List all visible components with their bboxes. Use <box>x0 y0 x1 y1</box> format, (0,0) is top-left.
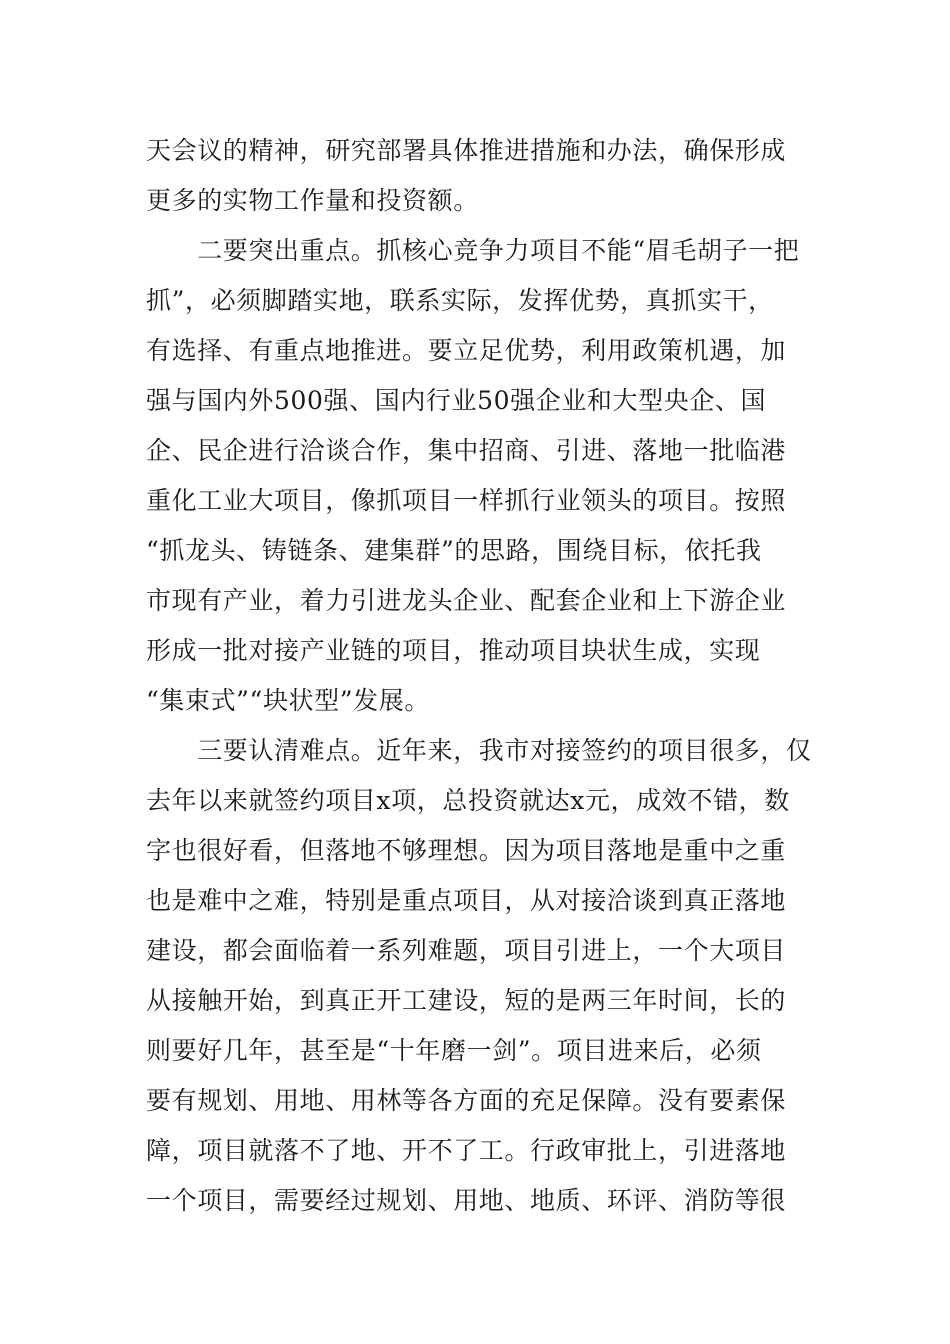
text-line: 三要认清难点。近年来，我市对接签约的项目很多，仅 <box>146 736 812 765</box>
text-line: “抓龙头、铸链条、建集群”的思路，围绕目标，依托我 <box>146 536 762 565</box>
text-line: 则要好几年，甚至是“十年磨一剑”。项目进来后，必须 <box>146 1036 762 1065</box>
text-line: 障，项目就落不了地、开不了工。行政审批上，引进落地 <box>146 1136 787 1165</box>
text-line: 形成一批对接产业链的项目，推动项目块状生成，实现 <box>146 636 761 665</box>
text-line: 去年以来就签约项目x项，总投资就达x元，成效不错，数 <box>146 786 790 815</box>
text-line: “集束式”“块状型”发展。 <box>146 686 430 715</box>
text-line: 字也很好看，但落地不够理想。因为项目落地是重中之重 <box>146 836 787 865</box>
text-line: 强与国内外500强、国内行业50强企业和大型央企、国 <box>146 386 767 415</box>
text-line: 市现有产业，着力引进龙头企业、配套企业和上下游企业 <box>146 586 787 615</box>
text-line: 重化工业大项目，像抓项目一样抓行业领头的项目。按照 <box>146 486 787 515</box>
text-line: 企、民企进行洽谈合作，集中招商、引进、落地一批临港 <box>146 436 787 465</box>
text-line: 要有规划、用地、用林等各方面的充足保障。没有要素保 <box>146 1086 787 1115</box>
text-line: 二要突出重点。抓核心竞争力项目不能“眉毛胡子一把 <box>146 236 800 265</box>
text-line: 有选择、有重点地推进。要立足优势，利用政策机遇，加 <box>146 336 787 365</box>
body-text <box>146 126 810 1226</box>
text-line: 更多的实物工作量和投资额。 <box>146 186 479 215</box>
text-line: 一个项目，需要经过规划、用地、地质、环评、消防等很 <box>146 1186 787 1215</box>
text-line: 也是难中之难，特别是重点项目，从对接洽谈到真正落地 <box>146 886 787 915</box>
text-line: 建设，都会面临着一系列难题，项目引进上，一个大项目 <box>146 936 787 965</box>
text-line: 从接触开始，到真正开工建设，短的是两三年时间，长的 <box>146 986 787 1015</box>
text-line: 抓”，必须脚踏实地，联系实际，发挥优势，真抓实干， <box>146 286 774 315</box>
text-line: 天会议的精神，研究部署具体推进措施和办法，确保形成 <box>146 136 787 165</box>
